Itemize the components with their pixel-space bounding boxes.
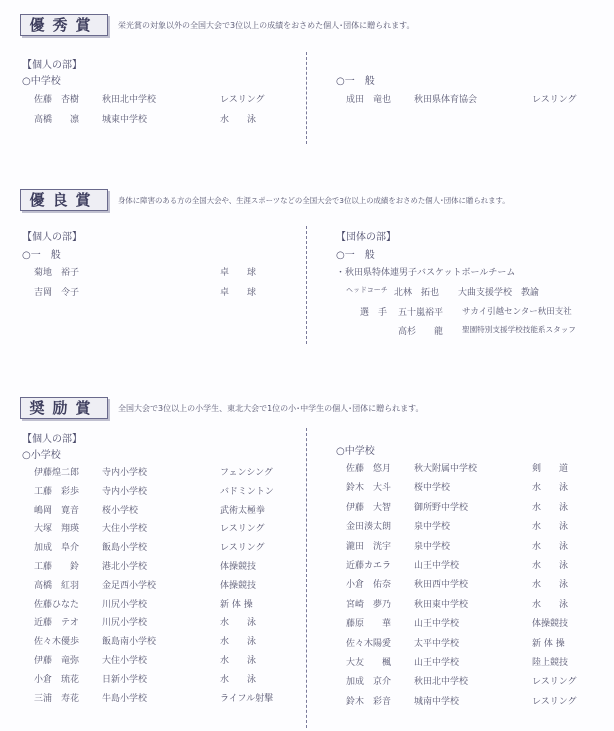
event-cell: 水 泳: [220, 618, 257, 629]
org-cell: 川尻小学校: [102, 618, 148, 629]
event-cell: 水 泳: [532, 522, 569, 533]
event-cell: 水 泳: [532, 541, 569, 552]
event-cell: レスリング: [220, 524, 265, 535]
org-cell: 金足西小学校: [102, 580, 157, 591]
name-cell: 佐藤 杏樹: [34, 95, 80, 105]
org-cell: 秋田西中学校: [414, 580, 469, 591]
org-cell: 大曲支援学校 教諭: [458, 288, 540, 298]
name-cell: 成田 竜也: [346, 95, 392, 105]
name-cell: 近藤 テオ: [34, 618, 79, 629]
event-cell: 剣 道: [532, 464, 569, 474]
org-cell: 桜小学校: [102, 505, 139, 516]
yushu-title: 優秀賞: [20, 14, 108, 36]
name-cell: 宮崎 夢乃: [346, 599, 392, 610]
yushu-left-heading: 【個人の部】: [22, 60, 82, 71]
shorei-title: 奨励賞: [20, 397, 108, 419]
ryo-left-heading: 【個人の部】: [22, 232, 82, 243]
org-cell: 飯島小学校: [102, 543, 148, 554]
event-cell: レスリング: [532, 677, 577, 688]
event-cell: 卓 球: [220, 288, 257, 298]
event-cell: レスリング: [532, 95, 577, 105]
shorei-description: 全国大会で3位以上の小学生、東北大会で1位の小･中学生の個人･団体に贈られます。: [118, 404, 424, 413]
event-cell: 体操競技: [220, 562, 257, 572]
name-cell: 工藤 彩歩: [34, 486, 80, 497]
name-cell: 加成 阜介: [34, 543, 80, 554]
org-cell: 聖園特別支援学校技能系スタッフ: [462, 325, 576, 334]
name-cell: 瀧田 洸宇: [346, 541, 392, 552]
name-cell: 佐藤ひなた: [34, 599, 80, 610]
org-cell: 泉中学校: [414, 541, 451, 552]
event-cell: 水 泳: [532, 580, 569, 591]
org-cell: 秋田県体育協会: [414, 95, 478, 105]
name-cell: 伊藤 大智: [346, 502, 392, 513]
ryo-description: 身体に障害のある方の全国大会や、生涯スポーツなどの全国大会で3位以上の成績をおさめた個人･団体に贈られます。: [118, 196, 510, 205]
name-cell: 吉岡 令子: [34, 288, 80, 298]
name-cell: 金田湊太朗: [346, 522, 392, 533]
name-cell: 五十嵐裕平: [398, 308, 444, 318]
org-cell: 太平中学校: [414, 638, 460, 649]
event-cell: 体操競技: [532, 619, 569, 630]
shorei-right-category: ○中学校: [336, 446, 375, 457]
org-cell: 大住小学校: [102, 656, 148, 666]
event-cell: 卓 球: [220, 268, 257, 278]
org-cell: 城東中学校: [102, 115, 148, 125]
org-cell: 飯島南小学校: [102, 637, 157, 648]
org-cell: 秋田東中学校: [414, 599, 469, 610]
column-divider: [306, 52, 307, 144]
team-name: ・秋田県特体連男子バスケットボールチーム: [336, 268, 516, 278]
name-cell: 高橋 凛: [34, 115, 80, 125]
ryo-title: 優良賞: [20, 189, 108, 211]
org-cell: 川尻小学校: [102, 599, 148, 610]
event-cell: レスリング: [532, 696, 577, 707]
event-cell: レスリング: [220, 543, 265, 554]
name-cell: 高橋 紅羽: [34, 580, 80, 591]
name-cell: 北林 拓也: [394, 288, 440, 298]
org-cell: 桜中学校: [414, 483, 451, 494]
ryo-right-category: ○一 般: [336, 250, 375, 261]
name-cell: 伊藤 竜弥: [34, 656, 80, 666]
event-cell: 水 泳: [220, 656, 257, 666]
name-cell: 藤原 華: [346, 619, 392, 630]
org-cell: サカイ引越センター秋田支社: [462, 307, 572, 317]
org-cell: 御所野中学校: [414, 502, 469, 513]
name-cell: 菊地 裕子: [34, 268, 80, 278]
yushu-right-category: ○一 般: [336, 76, 375, 87]
org-cell: 秋大附属中学校: [414, 464, 478, 474]
event-cell: フェンシング: [220, 468, 273, 478]
event-cell: バドミントン: [220, 486, 274, 497]
role-cell: 選 手: [360, 308, 388, 318]
column-divider: [306, 226, 307, 344]
shorei-left-heading: 【個人の部】: [22, 434, 82, 445]
name-cell: 小倉 佑奈: [346, 580, 392, 591]
org-cell: 港北小学校: [102, 562, 148, 572]
name-cell: 佐々木優歩: [34, 637, 80, 648]
event-cell: 水 泳: [220, 674, 257, 685]
name-cell: 大友 楓: [346, 658, 392, 668]
shorei-left-category: ○小学校: [22, 450, 61, 461]
event-cell: 体操競技: [220, 580, 257, 591]
yushu-description: 栄光賞の対象以外の全国大会で3位以上の成績をおさめた個人･団体に贈られます。: [118, 21, 415, 30]
org-cell: 秋田北中学校: [102, 95, 157, 105]
org-cell: 牛島小学校: [102, 693, 148, 704]
yushu-left-category: ○中学校: [22, 76, 61, 87]
org-cell: 山王中学校: [414, 619, 460, 630]
org-cell: 山王中学校: [414, 561, 460, 571]
name-cell: 近藤カエラ: [346, 561, 392, 571]
event-cell: 新 体 操: [532, 638, 565, 649]
org-cell: 秋田北中学校: [414, 677, 469, 688]
org-cell: 城南中学校: [414, 696, 460, 707]
event-cell: 武術太極拳: [220, 505, 266, 516]
name-cell: 嶋岡 寛音: [34, 505, 80, 516]
name-cell: 伊藤煌二郎: [34, 468, 80, 478]
org-cell: 日新小学校: [102, 674, 148, 685]
name-cell: 鈴木 大斗: [346, 483, 392, 494]
event-cell: レスリング: [220, 95, 265, 105]
org-cell: 大住小学校: [102, 524, 148, 535]
event-cell: 水 泳: [532, 483, 569, 494]
name-cell: 三浦 寿花: [34, 693, 80, 704]
name-cell: 佐々木陽愛: [346, 638, 392, 649]
ryo-left-category: ○一 般: [22, 250, 61, 261]
event-cell: 水 泳: [532, 599, 569, 610]
org-cell: 山王中学校: [414, 658, 460, 668]
event-cell: 水 泳: [532, 561, 569, 571]
name-cell: 小倉 琉花: [34, 674, 80, 685]
role-cell: ヘッドコーチ: [346, 286, 388, 294]
event-cell: 水 泳: [220, 637, 257, 648]
org-cell: 寺内小学校: [102, 468, 148, 478]
event-cell: 陸上競技: [532, 658, 569, 668]
event-cell: 水 泳: [532, 502, 569, 513]
event-cell: 新 体 操: [220, 599, 253, 610]
event-cell: 水 泳: [220, 115, 257, 125]
org-cell: 泉中学校: [414, 522, 451, 533]
event-cell: ライフル射撃: [220, 693, 274, 704]
org-cell: 寺内小学校: [102, 486, 148, 497]
ryo-right-heading: 【団体の部】: [336, 232, 396, 243]
name-cell: 大塚 翔瑛: [34, 524, 80, 535]
name-cell: 鈴木 彩音: [346, 696, 392, 707]
name-cell: 工藤 鈴: [34, 562, 80, 572]
column-divider: [306, 428, 307, 728]
name-cell: 佐藤 悠月: [346, 464, 392, 474]
name-cell: 高杉 龍: [398, 327, 444, 337]
name-cell: 加成 京介: [346, 677, 392, 688]
